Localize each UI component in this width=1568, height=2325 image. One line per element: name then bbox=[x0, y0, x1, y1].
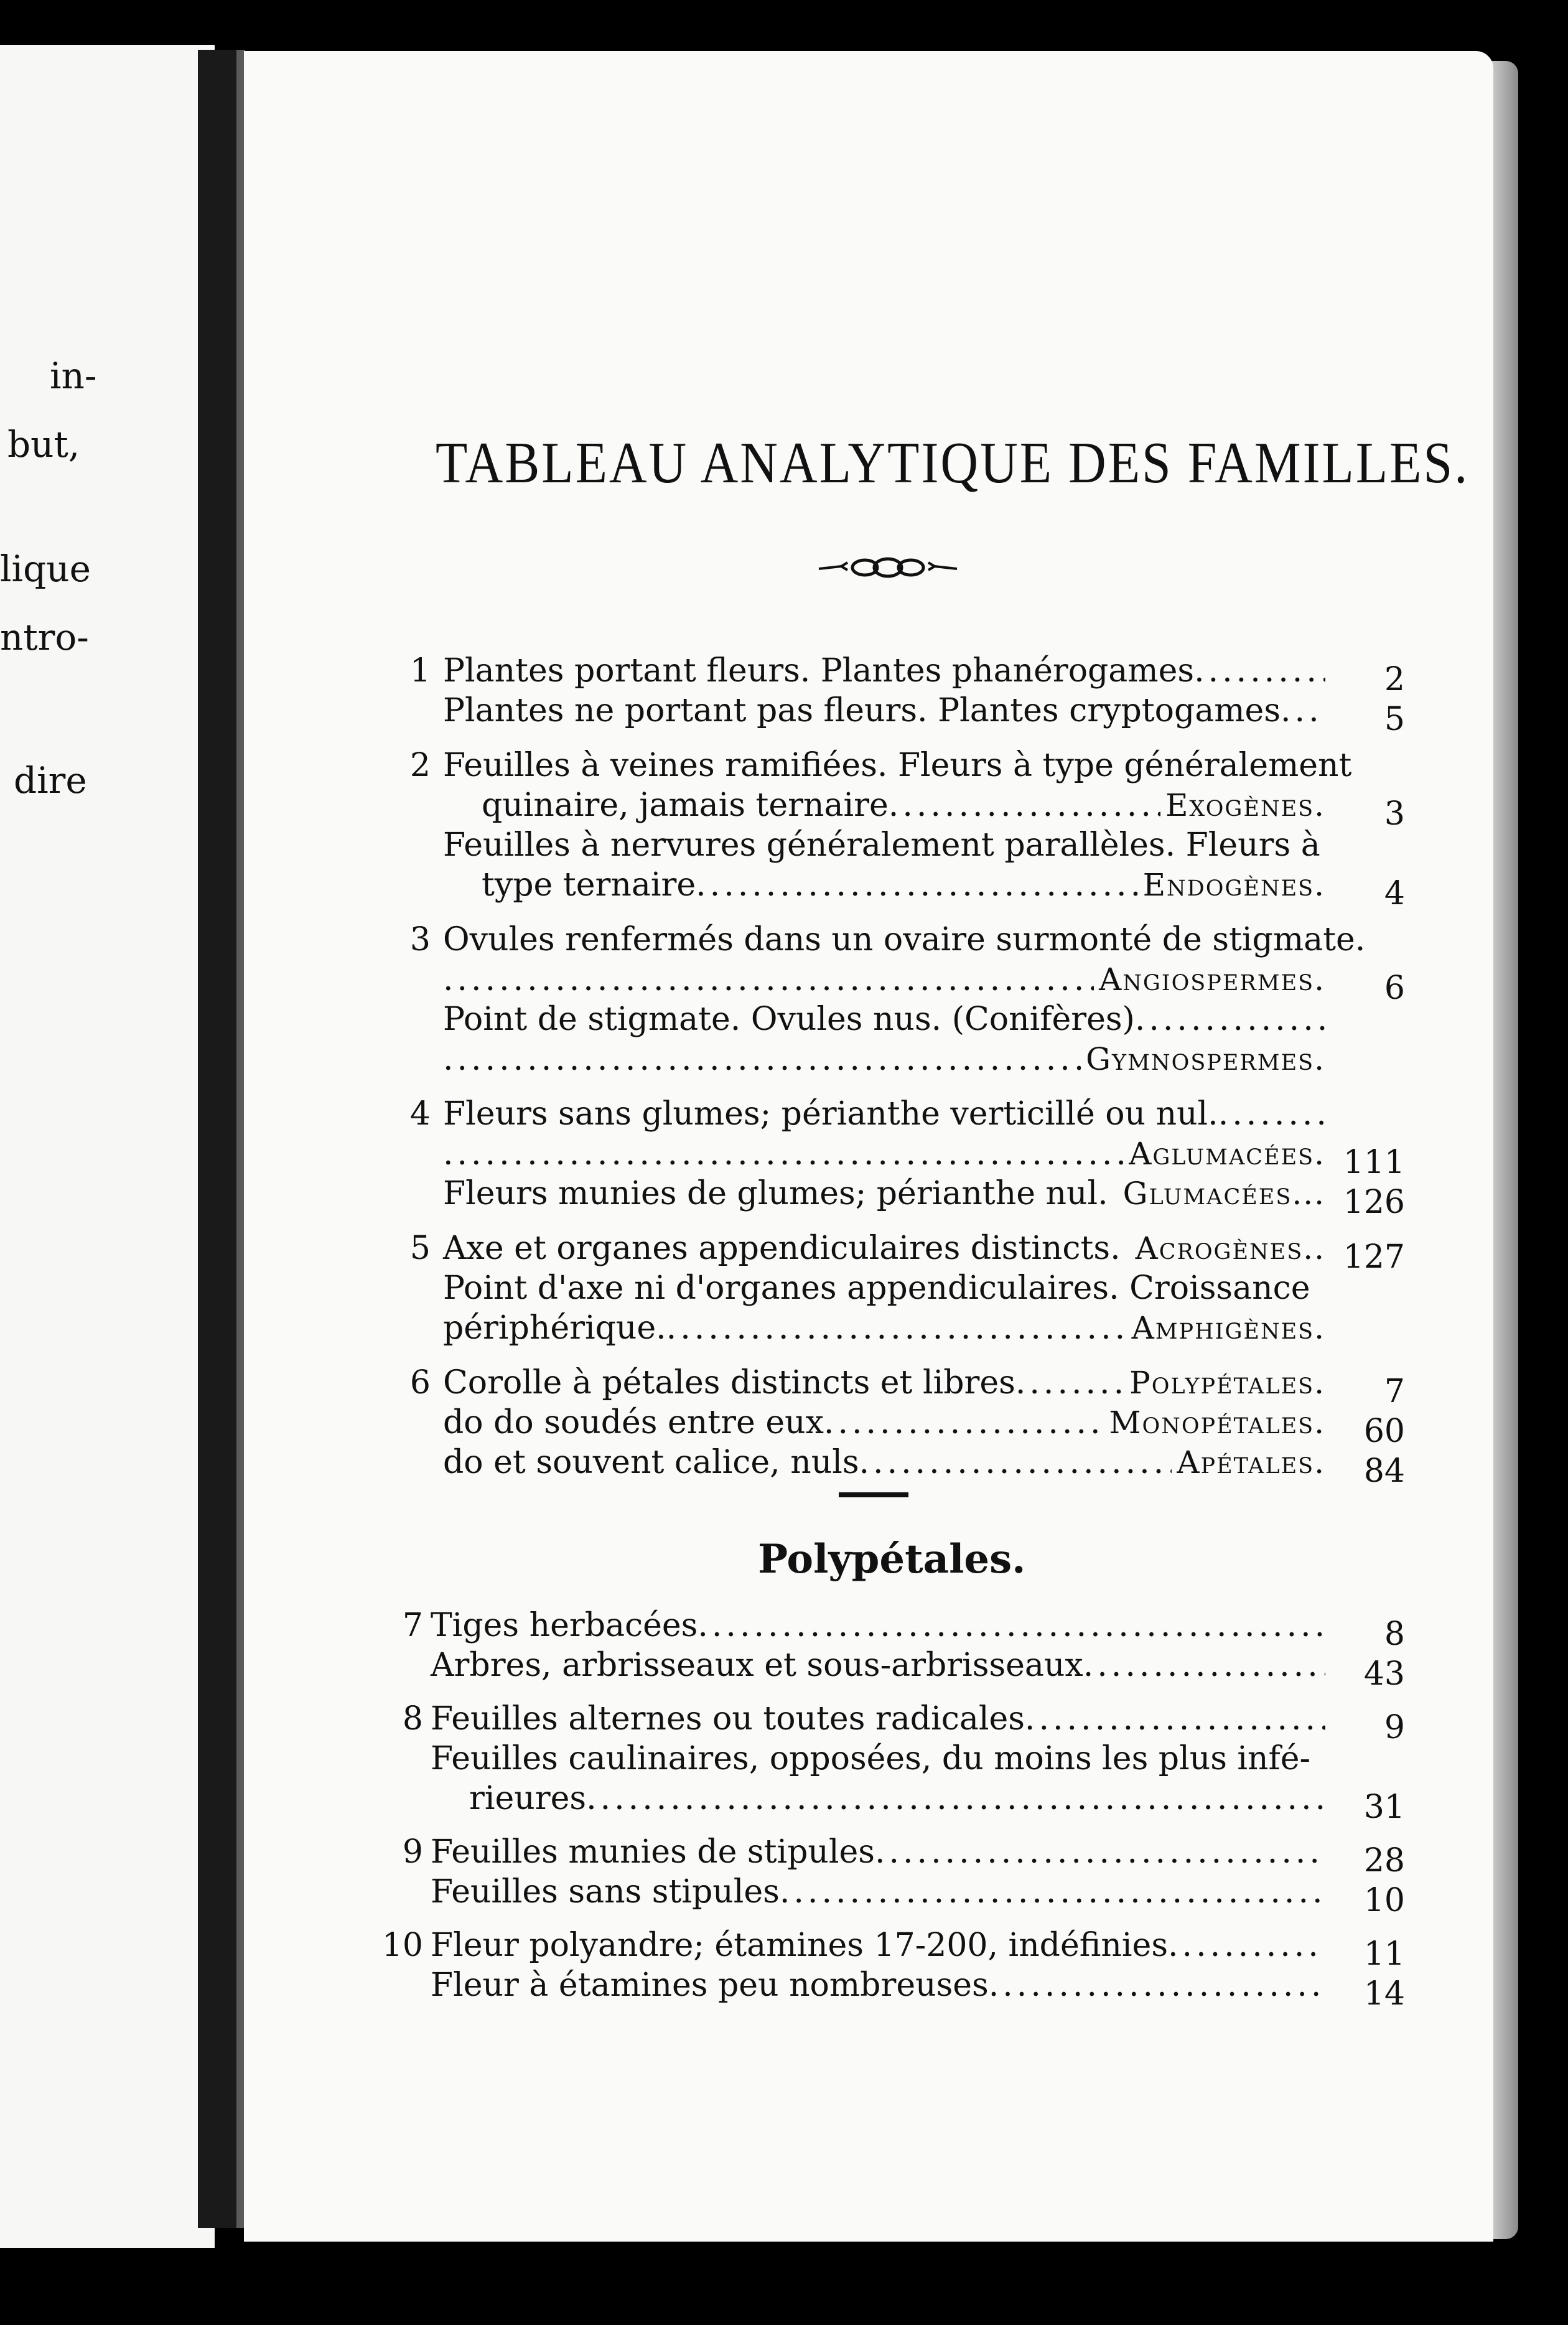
leader-dots bbox=[443, 1135, 1124, 1172]
leader-dots bbox=[1218, 1095, 1325, 1133]
leader-dots bbox=[696, 866, 1137, 904]
table-row bbox=[443, 1175, 1325, 1214]
table-row bbox=[409, 1230, 1325, 1268]
table-row bbox=[443, 1135, 1325, 1174]
table-row bbox=[402, 1700, 1325, 1739]
page-reference: 11 bbox=[1363, 1935, 1405, 1973]
entry-text: Feuilles alternes ou toutes radicales bbox=[431, 1700, 1025, 1738]
family-name: Glumacées... bbox=[1122, 1176, 1325, 1212]
table-row bbox=[469, 1780, 1325, 1818]
entry-text: Feuilles caulinaires, opposées, du moins les plus infé- bbox=[431, 1740, 1311, 1777]
entry-text: Plantes ne portant pas fleurs. Plantes cryptogames bbox=[443, 692, 1281, 729]
family-name: Angiospermes. bbox=[1099, 961, 1325, 998]
table-row bbox=[409, 1095, 1325, 1134]
entry-text: Fleurs munies de glumes; périanthe nul. bbox=[443, 1175, 1108, 1212]
leader-dots bbox=[780, 1873, 1325, 1911]
leader-dots bbox=[1083, 1647, 1325, 1684]
table-row bbox=[431, 1873, 1325, 1912]
table-row bbox=[443, 1001, 1325, 1039]
entry-text: Arbres, arbrisseaux et sous-arbrisseaux bbox=[431, 1647, 1083, 1684]
family-name: Acrogènes.. bbox=[1135, 1230, 1325, 1266]
entry-text: Feuilles munies de stipules bbox=[431, 1833, 875, 1871]
page-reference: 43 bbox=[1363, 1655, 1405, 1693]
leader-dots bbox=[1015, 1364, 1124, 1401]
leader-dots bbox=[824, 1404, 1104, 1441]
leader-dots bbox=[1135, 1001, 1325, 1038]
entry-text: Ovules renfermés dans un ovaire surmonté de stigmate. bbox=[443, 921, 1366, 958]
left-page-fragment: lique bbox=[0, 548, 91, 590]
entry-text: Axe et organes appendiculaires distincts. bbox=[443, 1230, 1121, 1267]
entry-number: 3 bbox=[409, 921, 431, 958]
entry-text: Feuilles à nervures généralement parallèles. Fleurs à bbox=[443, 826, 1320, 864]
table-row bbox=[431, 1647, 1325, 1685]
table-row bbox=[402, 1607, 1325, 1645]
left-page-fragment: but, bbox=[7, 423, 80, 465]
page-reference: 84 bbox=[1363, 1453, 1405, 1490]
page-reference: 3 bbox=[1384, 795, 1405, 833]
entry-text: rieures bbox=[469, 1780, 587, 1817]
table-row bbox=[443, 1444, 1325, 1482]
leader-dots bbox=[1168, 1927, 1325, 1964]
page-reference: 127 bbox=[1343, 1238, 1405, 1276]
entry-number: 1 bbox=[409, 652, 431, 690]
leader-dots bbox=[989, 1967, 1325, 2004]
entry-text: Point d'axe ni d'organes appendiculaires. Croissance bbox=[443, 1270, 1310, 1307]
page-reference: 8 bbox=[1384, 1616, 1405, 1653]
leader-dots bbox=[875, 1833, 1325, 1871]
page-reference: 5 bbox=[1384, 701, 1405, 738]
entry-text: Point de stigmate. Ovules nus. (Conifères) bbox=[443, 1001, 1135, 1038]
entry-number: 10 bbox=[381, 1927, 423, 1964]
entry-number: 9 bbox=[402, 1833, 423, 1871]
table-row bbox=[443, 692, 1325, 731]
leader-dots bbox=[666, 1309, 1127, 1347]
page-reference: 9 bbox=[1384, 1709, 1405, 1746]
table-row bbox=[443, 1309, 1325, 1348]
table-row bbox=[431, 1740, 1325, 1779]
family-name: Monopétales. bbox=[1109, 1405, 1325, 1441]
section-divider bbox=[839, 1492, 908, 1497]
entry-number: 7 bbox=[402, 1607, 423, 1644]
leader-dots bbox=[443, 961, 1094, 998]
table-row bbox=[409, 921, 1366, 960]
entry-number: 2 bbox=[409, 747, 431, 784]
table-row bbox=[409, 652, 1325, 691]
table-row bbox=[443, 826, 1325, 865]
entry-text: Feuilles sans stipules bbox=[431, 1873, 780, 1911]
table-row bbox=[431, 1967, 1325, 2005]
entry-text: quinaire, jamais ternaire bbox=[482, 787, 889, 824]
table-row bbox=[409, 747, 1352, 785]
page-reference: 126 bbox=[1343, 1184, 1405, 1221]
table-row bbox=[443, 1041, 1325, 1079]
family-name: Endogènes. bbox=[1142, 867, 1325, 903]
table-row bbox=[443, 1404, 1325, 1443]
table-row bbox=[482, 866, 1325, 905]
family-name: Apétales. bbox=[1177, 1444, 1325, 1481]
table-row bbox=[443, 1270, 1325, 1308]
page-reference: 2 bbox=[1384, 661, 1405, 698]
entry-text: Fleur à étamines peu nombreuses bbox=[431, 1967, 989, 2004]
entry-text: Feuilles à veines ramifiées. Fleurs à type généralement bbox=[443, 747, 1352, 784]
entry-text: périphérique. bbox=[443, 1309, 666, 1347]
page-reference: 14 bbox=[1363, 1975, 1405, 2013]
left-page-fragment: dire bbox=[14, 759, 87, 802]
table-row bbox=[381, 1927, 1325, 1965]
left-page-fragment: ntro- bbox=[0, 616, 89, 658]
leader-dots bbox=[443, 1041, 1081, 1078]
table-row bbox=[402, 1833, 1325, 1872]
page-reference: 10 bbox=[1363, 1882, 1405, 1919]
leader-dots bbox=[1025, 1700, 1325, 1738]
table-row bbox=[443, 961, 1325, 999]
leader-dots bbox=[586, 1780, 1325, 1817]
leader-dots bbox=[1194, 652, 1325, 690]
entry-text: do do soudés entre eux bbox=[443, 1404, 824, 1441]
left-page-fragment: in- bbox=[50, 355, 97, 397]
family-name: Polypétales. bbox=[1129, 1365, 1325, 1401]
entry-text: Fleurs sans glumes; périanthe verticillé ou nul. bbox=[443, 1095, 1218, 1133]
family-name: Aglumacées. bbox=[1129, 1136, 1325, 1172]
family-name: Gymnospermes. bbox=[1086, 1041, 1325, 1077]
page-reference: 111 bbox=[1343, 1144, 1405, 1181]
leader-dots bbox=[698, 1607, 1325, 1644]
page-reference: 60 bbox=[1363, 1413, 1405, 1450]
entry-number: 8 bbox=[402, 1700, 423, 1738]
leader-dots bbox=[859, 1444, 1172, 1481]
section-heading: Polypétales. bbox=[758, 1536, 1026, 1583]
table-row bbox=[409, 1364, 1325, 1403]
page-reference: 4 bbox=[1384, 875, 1405, 912]
page-reference: 6 bbox=[1384, 970, 1405, 1007]
entry-text: Tiges herbacées bbox=[431, 1607, 698, 1644]
table-row bbox=[482, 787, 1325, 825]
page-reference: 7 bbox=[1384, 1373, 1405, 1410]
entry-number: 4 bbox=[409, 1095, 431, 1133]
entry-text: Corolle à pétales distincts et libres bbox=[443, 1364, 1015, 1401]
leader-dots bbox=[889, 787, 1160, 824]
entry-text: Fleur polyandre; étamines 17-200, indéfinies bbox=[431, 1927, 1169, 1964]
entry-number: 5 bbox=[409, 1230, 431, 1267]
page-title: TABLEAU ANALYTIQUE DES FAMILLES. bbox=[436, 431, 1470, 496]
page-reference: 31 bbox=[1363, 1789, 1405, 1826]
entry-text: type ternaire bbox=[482, 866, 696, 904]
family-name: Exogènes. bbox=[1165, 787, 1325, 823]
entry-number: 6 bbox=[409, 1364, 431, 1401]
entry-text: Plantes portant fleurs. Plantes phanérogames bbox=[443, 652, 1195, 690]
page-reference: 28 bbox=[1363, 1842, 1405, 1879]
entry-text: do et souvent calice, nuls bbox=[443, 1444, 859, 1481]
family-name: Amphigènes. bbox=[1131, 1310, 1325, 1346]
